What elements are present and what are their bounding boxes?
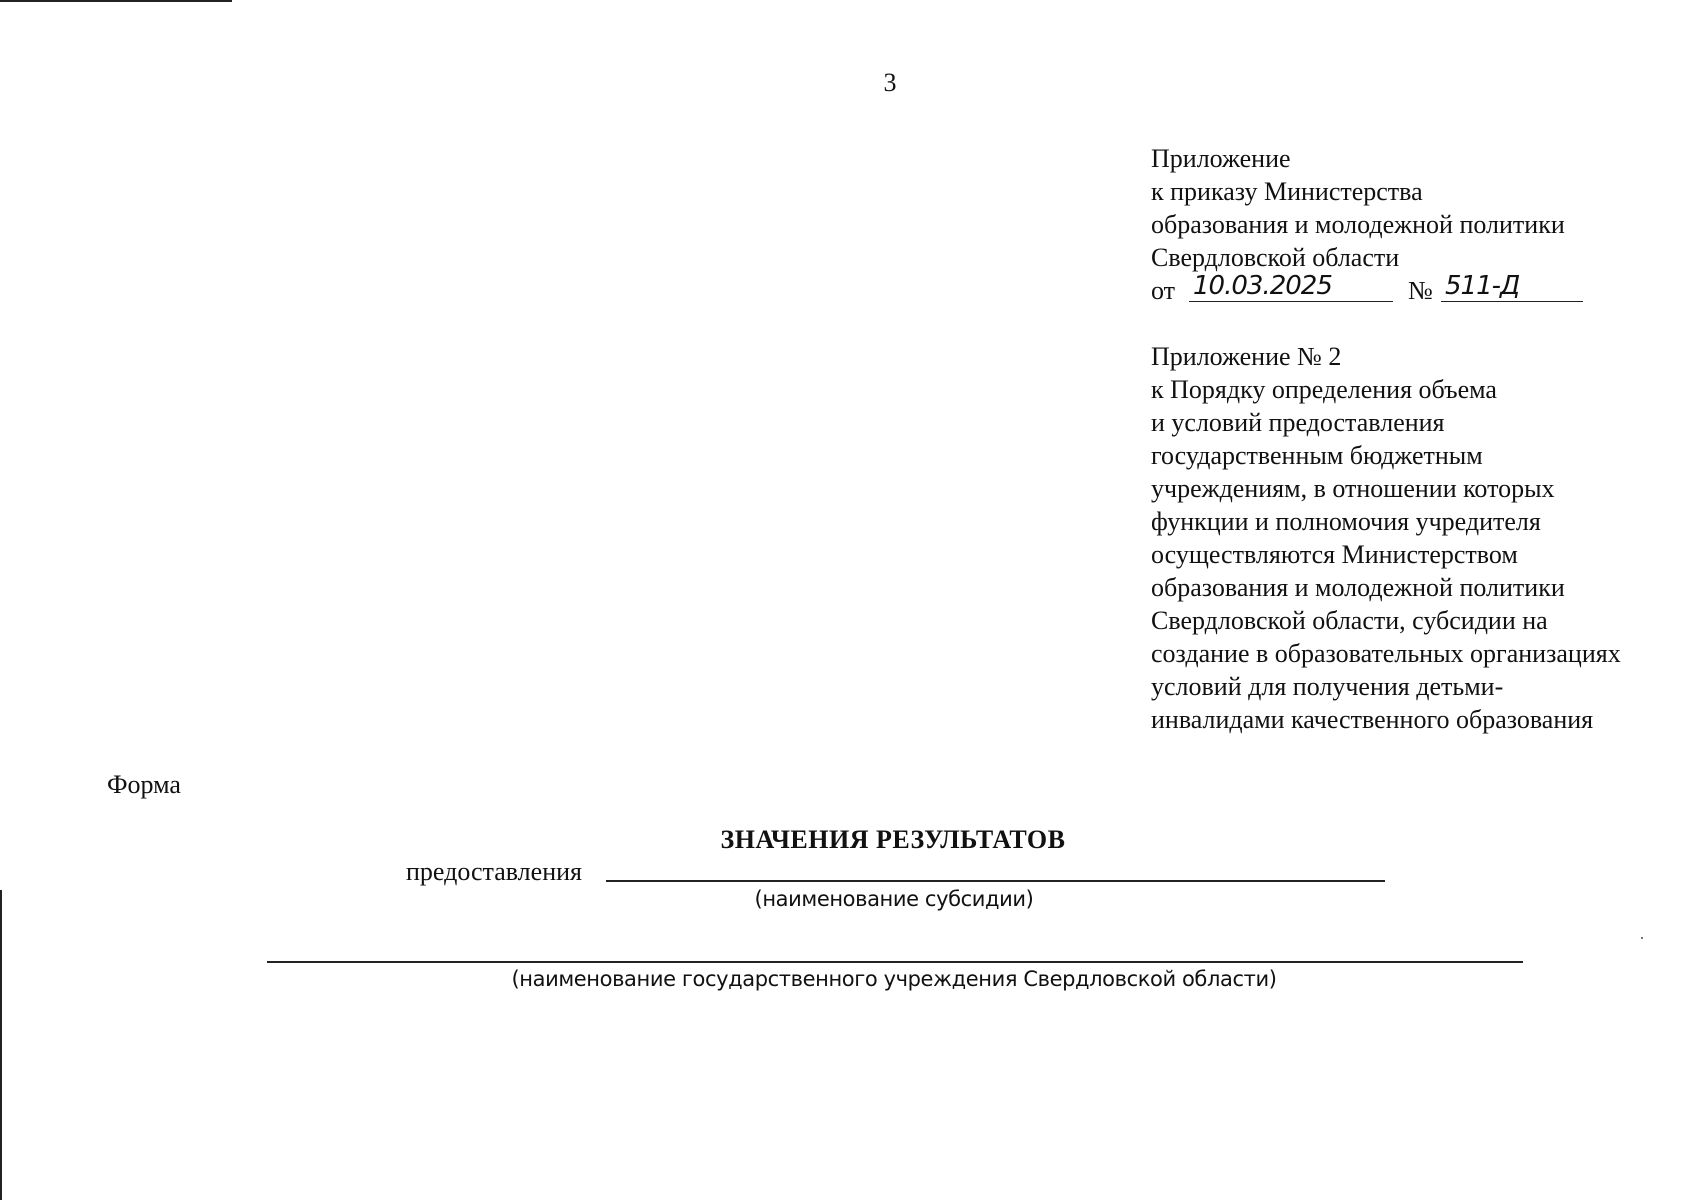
provision-label: предоставления xyxy=(406,857,582,886)
annex-line: инвалидами качественного образования xyxy=(1151,705,1594,734)
form-label: Форма xyxy=(107,770,181,799)
annex-line: образования и молодежной политики xyxy=(1151,573,1565,602)
annex-line: учреждениям, в отношении которых xyxy=(1151,474,1555,503)
annex-line: функции и полномочия учредителя xyxy=(1151,507,1541,536)
subsidy-name-field xyxy=(606,880,1385,882)
annex-line: и условий предоставления xyxy=(1151,408,1445,437)
institution-caption: (наименование государственного учреждения Свердловской области) xyxy=(511,967,1277,991)
date-prefix: от xyxy=(1151,276,1176,305)
annex-line: государственным бюджетным xyxy=(1151,441,1483,470)
handwritten-order-number: 511-Д xyxy=(1441,271,1583,302)
handwritten-order-date: 10.03.2025 xyxy=(1189,271,1393,302)
annex-line: к Порядку определения объема xyxy=(1151,375,1497,404)
approval-line: Приложение xyxy=(1151,144,1291,173)
number-prefix: № xyxy=(1408,276,1433,305)
annex-reference-block xyxy=(1151,340,1621,736)
approval-line: Свердловской области xyxy=(1151,243,1400,272)
order-date-number-line xyxy=(1151,271,1565,307)
annex-line: условий для получения детьми- xyxy=(1151,672,1504,701)
scan-speck xyxy=(1641,937,1643,939)
institution-name-field xyxy=(267,961,1523,963)
approval-block xyxy=(1151,142,1565,307)
page-number: 3 xyxy=(883,68,897,97)
approval-line: образования и молодежной политики xyxy=(1151,210,1565,239)
subsidy-caption: (наименование субсидии) xyxy=(754,887,1034,911)
approval-line: к приказу Министерства xyxy=(1151,177,1423,206)
annex-line: создание в образовательных организациях xyxy=(1151,639,1621,668)
annex-line: Приложение № 2 xyxy=(1151,342,1342,371)
annex-line: Свердловской области, субсидии на xyxy=(1151,606,1548,635)
annex-line: осуществляются Министерством xyxy=(1151,540,1518,569)
left-edge-rule xyxy=(0,890,2,1200)
document-title: ЗНАЧЕНИЯ РЕЗУЛЬТАТОВ xyxy=(720,825,1066,854)
top-edge-rule xyxy=(0,0,232,2)
